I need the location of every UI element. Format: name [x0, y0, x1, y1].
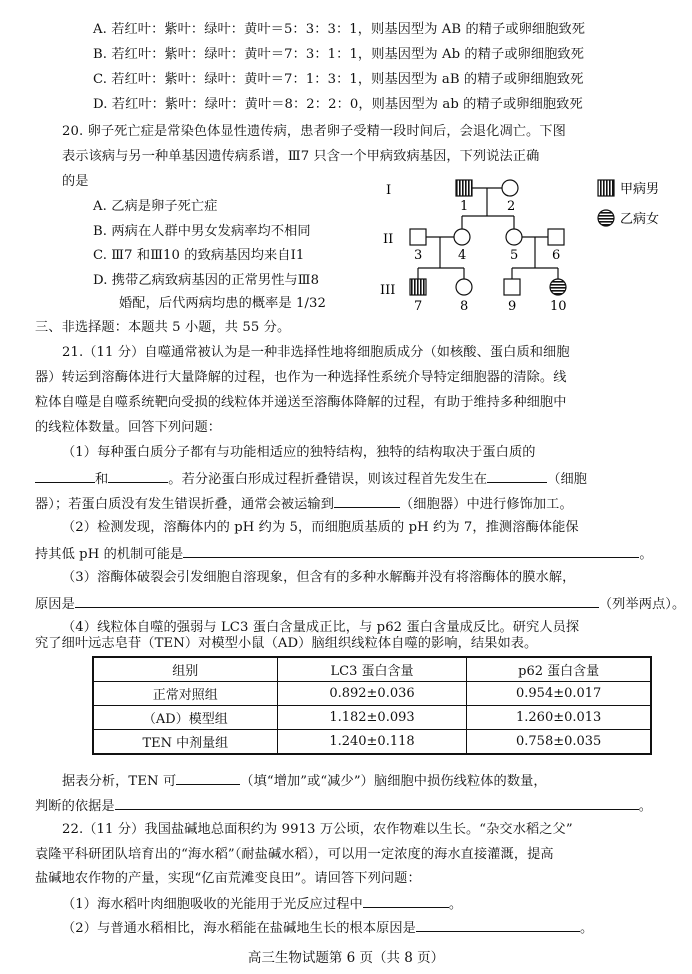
q22-part2: （2）与普通水稻相比，海水稻能在盐碱地生长的根本原因是 。 [62, 917, 593, 939]
label-n5: 5 [510, 248, 519, 263]
label-n6: 6 [552, 248, 561, 263]
legend-female-symbol [598, 210, 614, 226]
table-header: 组别 [93, 657, 277, 682]
individual-ii6 [548, 229, 564, 245]
q21-after-table-b: 判断的依据是 。 [35, 795, 652, 817]
q21-part2-b: 持其低 pH 的机制可能是 。 [35, 543, 653, 565]
q19-option-b: B. 若红叶：紫叶：绿叶：黄叶＝7：3：1：1，则基因型为 Ab 的精子或卵细胞致死 [93, 47, 584, 62]
gen-label-iii: III [380, 283, 396, 298]
label-n8: 8 [460, 299, 469, 314]
q19-option-c: C. 若红叶：紫叶：绿叶：黄叶＝7：1：3：1，则基因型为 aB 的精子或卵细胞致死 [93, 72, 584, 87]
label-n3: 3 [414, 248, 423, 263]
table-cell: 正常对照组 [93, 682, 277, 706]
table-header-row [93, 657, 651, 682]
page-footer: 高三生物试题第 6 页（共 8 页） [247, 950, 445, 966]
q20-stem-1: 20. 卵子死亡症是常染色体显性遗传病，患者卵子受精一段时间后，会退化凋亡。下图 [62, 124, 566, 139]
answer-blank[interactable] [115, 795, 639, 810]
answer-blank[interactable] [183, 543, 639, 558]
q19-option-d: D. 若红叶：紫叶：绿叶：黄叶＝8：2：2：0，则基因型为 ab 的精子或卵细胞致死 [93, 97, 583, 112]
label-n9: 9 [508, 299, 517, 314]
answer-blank[interactable] [35, 468, 95, 483]
gen-label-ii: II [383, 232, 394, 247]
q21-part2-a: （2）检测发现，溶酶体内的 pH 约为 5，而细胞质基质的 pH 约为 7，推测溶酶体能保 [62, 520, 579, 535]
legend-male-symbol [598, 180, 614, 196]
q21-part1-a: （1）每种蛋白质分子都有与功能相适应的独特结构，独特的结构取决于蛋白质的 [62, 445, 536, 460]
answer-blank[interactable] [416, 917, 580, 932]
q22-intro-3: 盐碱地农作物的产量，实现“亿亩荒滩变良田”。请回答下列问题： [35, 871, 421, 886]
q20-option-d-2: 婚配，后代两病均患的概率是 1/32 [119, 296, 327, 311]
q22-intro-1: 22.（11 分）我国盐碱地总面积约为 9913 万公顷，农作物难以生长。“杂交水稻之父” [62, 822, 573, 837]
q21-part4-a: （4）线粒体自噬的强弱与 LC3 蛋白含量成正比，与 p62 蛋白含量成反比。研究人员探 [62, 620, 580, 635]
individual-iii8 [456, 279, 472, 295]
results-table [92, 656, 652, 755]
q21-part4-b: 究了细叶远志皂苷（TEN）对模型小鼠（AD）脑组织线粒体自噬的影响，结果如表。 [35, 636, 538, 651]
table-cell: 0.892±0.036 [277, 682, 467, 706]
individual-iii9 [504, 279, 520, 295]
table-cell: TEN 中剂量组 [93, 730, 277, 755]
answer-blank[interactable] [108, 468, 168, 483]
individual-ii5 [506, 229, 522, 245]
answer-blank[interactable] [487, 468, 547, 483]
q20-stem-3: 的是 [62, 174, 89, 189]
q21-part1-b: 和 。若分泌蛋白形成过程折叠错误，则该过程首先发生在 （细胞 [35, 468, 587, 490]
table-cell: 0.954±0.017 [467, 682, 651, 706]
legend-male-label: 甲病男 [620, 182, 660, 197]
pedigree-diagram [378, 176, 678, 326]
individual-iii7 [410, 279, 426, 295]
individual-ii4 [454, 229, 470, 245]
table-cell: 1.240±0.118 [277, 730, 467, 755]
q20-option-a: A. 乙病是卵子死亡症 [93, 199, 218, 214]
q20-option-d-1: D. 携带乙病致病基因的正常男性与Ⅲ8 [93, 273, 320, 288]
q22-intro-2: 袁隆平科研团队培育出的“海水稻”（耐盐碱水稻），可以用一定浓度的海水直接灌溉，提高 [35, 847, 554, 862]
q21-intro-1: 21.（11 分）自噬通常被认为是一种非选择性地将细胞质成分（如核酸、蛋白质和细胞 [62, 345, 570, 360]
answer-blank[interactable] [176, 770, 240, 785]
section-3-heading: 三、非选择题：本题共 5 小题，共 55 分。 [35, 320, 291, 335]
label-n10: 10 [550, 299, 567, 314]
gen-label-i: I [386, 183, 392, 198]
answer-blank[interactable] [363, 893, 449, 908]
answer-blank[interactable] [75, 593, 599, 608]
q19-option-a: A. 若红叶：紫叶：绿叶：黄叶＝5：3：3：1，则基因型为 AB 的精子或卵细胞致死 [93, 22, 586, 37]
label-n1: 1 [460, 199, 469, 214]
table-row [93, 706, 651, 730]
legend-female-label: 乙病女 [620, 212, 660, 227]
answer-blank[interactable] [334, 493, 400, 508]
q21-part3-b: 原因是 （列举两点）。 [35, 593, 685, 615]
q21-intro-4: 的线粒体数量。回答下列问题： [35, 420, 222, 435]
q22-part1: （1）海水稻叶肉细胞吸收的光能用于光反应过程中 。 [62, 893, 462, 915]
table-cell: 1.260±0.013 [467, 706, 651, 730]
label-n7: 7 [414, 299, 423, 314]
table-header: p62 蛋白含量 [467, 657, 651, 682]
q21-part1-c: 器）；若蛋白质没有发生错误折叠，通常会被运输到 （细胞器）中进行修饰加工。 [35, 493, 573, 515]
table-row [93, 730, 651, 755]
q20-option-c: C. Ⅲ7 和Ⅲ10 的致病基因均来自Ⅰ1 [93, 248, 305, 263]
table-cell: 1.182±0.093 [277, 706, 467, 730]
individual-iii10 [550, 279, 566, 295]
individual-i2 [502, 180, 518, 196]
individual-ii3 [410, 229, 426, 245]
q21-intro-2: 器）转运到溶酶体进行大量降解的过程，也作为一种选择性系统介导特定细胞器的清除。线 [35, 370, 567, 385]
table-cell: 0.758±0.035 [467, 730, 651, 755]
q21-intro-3: 粒体自噬是自噬系统靶向受损的线粒体并递送至溶酶体降解的过程，有助于维持多种细胞中 [35, 395, 567, 410]
q21-part3-a: （3）溶酶体破裂会引发细胞自溶现象，但含有的多种水解酶并没有将溶酶体的膜水解， [62, 570, 576, 585]
individual-i1 [456, 180, 472, 196]
label-n2: 2 [507, 199, 516, 214]
table-header: LC3 蛋白含量 [277, 657, 467, 682]
q20-option-b: B. 两病在人群中男女发病率均不相同 [93, 224, 311, 239]
q20-stem-2: 表示该病与另一种单基因遗传病系谱，Ⅲ7 只含一个甲病致病基因，下列说法正确 [62, 149, 540, 164]
table-row [93, 682, 651, 706]
table-cell: （AD）模型组 [93, 706, 277, 730]
q21-after-table-a: 据表分析，TEN 可 （填“增加”或“减少”）脑细胞中损伤线粒体的数量， [62, 770, 547, 792]
label-n4: 4 [458, 248, 467, 263]
